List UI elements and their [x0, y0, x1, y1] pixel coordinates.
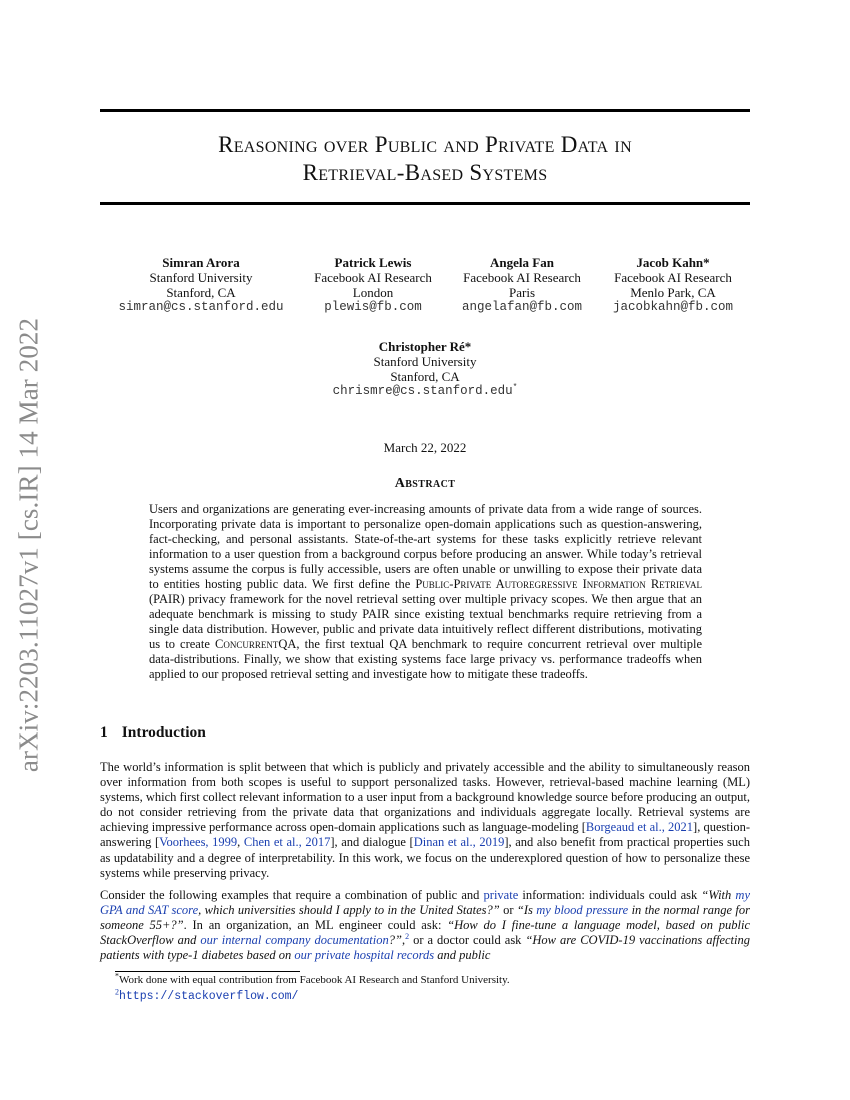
paper-date: March 22, 2022	[383, 440, 467, 455]
footnote-2	[115, 989, 298, 1004]
author-affiliation: Facebook AI Research	[614, 270, 732, 285]
body-text: ,	[401, 933, 406, 948]
example-question: ?”	[388, 933, 402, 948]
body-text: The world’s information is split between that which is publicly and privately accessible and the ability to simultaneously reason over information from both scopes is useful to support personalized tasks. However, retrieval-based machine learning (ML) systems, which first collect relevant information to a user input from a background knowledge source before producing an output, do not consider retrieving from the private data that organizations and individuals aggregate locally. Retrieval systems are achieving impressive performance across open-domain applications such as language-modeling [	[100, 760, 750, 835]
example-question: “How do I fine-tune a language model, based on public StackOverflow and	[100, 918, 751, 948]
highlight-private: private	[483, 888, 519, 902]
author-affiliation: Stanford University	[149, 270, 253, 285]
author-email[interactable]: simran@cs.stanford.edu	[118, 300, 284, 314]
example-question: in the normal range for someone 55+?”	[100, 903, 750, 933]
body-text: ,	[237, 835, 244, 850]
section-number: 1	[100, 724, 108, 741]
author-email[interactable]: plewis@fb.com	[324, 300, 422, 314]
example-question: “How are COVID-19 vaccinations affecting patients with type-1 diabetes based on	[100, 933, 750, 963]
citation-link[interactable]: Chen et al., 2017	[243, 835, 331, 850]
author-block	[333, 339, 518, 399]
title-bottom-rule	[100, 202, 750, 205]
abstract-text: , the first textual QA benchmark to require concurrent retrieval over multiple data-distributions. Finally, we show that existing systems face large privacy vs. performance tradeoffs when applied to our proposed retrieval setting and investigate how to mitigate these tradeoffs.	[149, 637, 703, 681]
author-affiliation: Facebook AI Research	[463, 270, 581, 285]
intro-paragraph-2	[100, 888, 750, 963]
section-title: Introduction	[121, 724, 206, 741]
highlight-private: our internal company documentation	[200, 933, 389, 948]
citation-link[interactable]: Borgeaud et al., 2021	[585, 820, 694, 835]
intro-paragraph-1	[100, 760, 750, 881]
example-question: , which universities should I apply to in the United States?”	[198, 903, 500, 918]
section-heading	[100, 724, 206, 742]
author-email-row	[333, 384, 518, 399]
author-affiliation: Stanford University	[373, 354, 477, 369]
highlight-private: our private hospital records	[294, 948, 435, 963]
body-text: or	[499, 903, 517, 918]
footnote-1	[115, 973, 510, 987]
author-location: Menlo Park, CA	[630, 285, 716, 300]
highlight-private: my blood pressure	[536, 903, 629, 918]
title-top-rule	[100, 109, 750, 112]
citation-link[interactable]: Voorhees, 1999	[159, 835, 238, 850]
author-location: Paris	[509, 285, 535, 300]
author-name: Patrick Lewis	[334, 255, 412, 270]
highlight-private: my GPA and SAT score	[100, 888, 750, 918]
abstract-text: Users and organizations are generating ever-increasing amounts of private data from a wide range of sources. Incorporating private data is important to personalize open-domain applications such as question-answering, fact-checking, and personal assistants. State-of-the-art systems for these tasks explicitly retrieve relevant information to a user question from a background corpus before producing an answer. While today’s retrieval systems assume the corpus is fully accessible, users are often unable or unwilling to expose their private data to entities hosting public data. We first define the	[149, 502, 702, 591]
arxiv-stamp-wrap	[4, 300, 54, 790]
email-footnote-mark: *	[512, 382, 518, 392]
title-line-1: Reasoning over Public and Private Data in	[218, 132, 632, 157]
example-question: “With	[701, 888, 736, 902]
author-name: Jacob Kahn*	[636, 255, 710, 270]
author-block	[118, 255, 283, 315]
author-email[interactable]: jacobkahn@fb.com	[612, 300, 734, 314]
example-question: and public	[434, 948, 491, 963]
author-block	[314, 255, 432, 315]
author-location: London	[352, 285, 394, 300]
benchmark-name-tail: QA	[278, 637, 297, 651]
footnote-rule	[115, 971, 300, 972]
paper-title	[100, 131, 750, 187]
body-text: information: individuals could ask	[518, 888, 702, 902]
abstract-body	[149, 502, 702, 682]
footnote-text: Work done with equal contribution from Facebook AI Research and Stanford University.	[119, 974, 510, 986]
body-text: ], question-answering [	[100, 820, 750, 850]
citation-link[interactable]: Dinan et al., 2019	[413, 835, 505, 850]
author-name: Angela Fan	[490, 255, 554, 270]
author-affiliation: Facebook AI Research	[314, 270, 432, 285]
benchmark-name-sc: Concurrent	[214, 637, 279, 651]
body-text: or a doctor could ask	[409, 933, 526, 948]
body-text: ], and also benefit from practical properties such as updatability and a degree of interpretability. In this work, we focus on the underexplored question of how to personalize these systems while preserving privacy.	[100, 835, 750, 880]
author-block	[613, 255, 733, 315]
body-text: . In an organization, an ML engineer could ask:	[183, 918, 448, 933]
framework-name: Public-Private Autoregressive Information Retrieval	[415, 577, 703, 591]
arxiv-stamp: arXiv:2203.11027v1 [cs.IR] 14 Mar 2022	[13, 317, 44, 773]
footnote-mark: 2	[115, 987, 119, 997]
title-line-2: Retrieval-Based Systems	[302, 160, 548, 185]
author-email[interactable]: chrismre@cs.stanford.edu	[332, 384, 513, 398]
body-text: ], and dialogue [	[330, 835, 414, 850]
body-text: Consider the following examples that require a combination of public and	[100, 888, 484, 902]
author-block	[462, 255, 582, 315]
footnote-url-link[interactable]: https://stackoverflow.com/	[119, 990, 299, 1003]
footnote-ref[interactable]: 2	[405, 932, 410, 942]
footnote-mark: *	[115, 971, 119, 981]
abstract-text: (PAIR) privacy framework for the novel retrieval setting over multiple privacy scopes. We then argue that an adequate benchmark is missing to study PAIR since existing textual benchmarks require retrieving from a single data distribution. However, public and private data intuitively reflect different distributions, motivating us to create	[149, 592, 702, 651]
author-name: Simran Arora	[162, 255, 240, 270]
author-location: Stanford, CA	[166, 285, 236, 300]
abstract-heading: Abstract	[394, 476, 456, 491]
author-location: Stanford, CA	[390, 369, 460, 384]
example-question: “Is	[516, 903, 537, 918]
author-email[interactable]: angelafan@fb.com	[461, 300, 583, 314]
author-name: Christopher Ré*	[378, 339, 472, 354]
